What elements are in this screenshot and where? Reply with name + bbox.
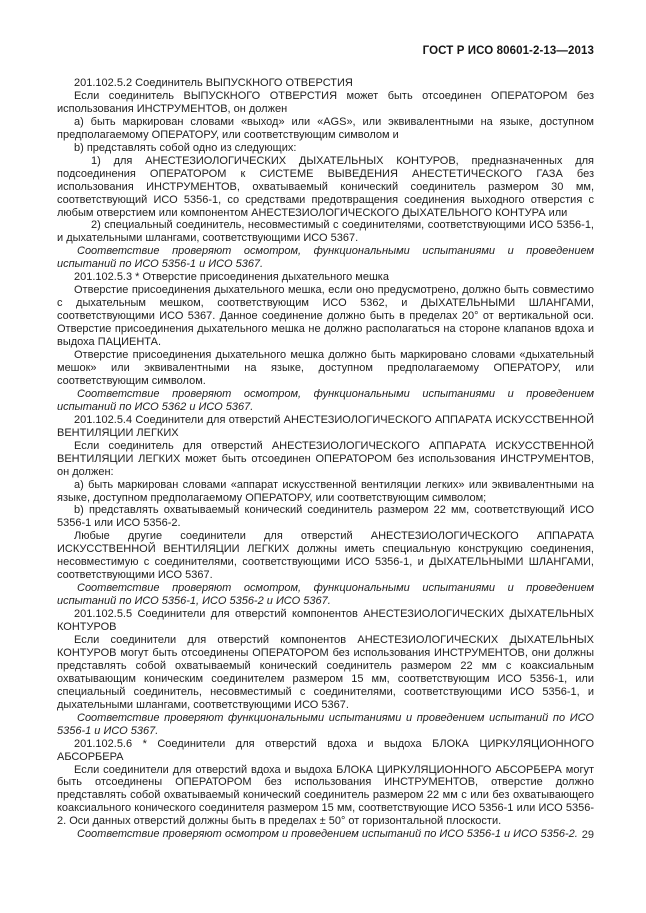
list-item-paragraph: 1) для АНЕСТЕЗИОЛОГИЧЕСКИХ ДЫХАТЕЛЬНЫХ КОНТУРОВ, предназначенных для подсоединения ОПЕРАТОРОМ к СИСТЕМЕ ВЫВЕДЕНИЯ АНЕСТЕТИЧЕСКОГО ГАЗА без использования ИНСТРУМЕНТОВ, охватываемый конический соединитель размером 30 мм, соответствующий ИСО 5356-1, со средствами предотвращения соединения выходного отверстия с любым отверстием или компонентом АНЕСТЕЗИОЛОГИЧЕСКОГО ДЫХАТЕЛЬНОГО КОНТУРА или	[57, 154, 594, 219]
paragraph: Если соединитель ВЫПУСКНОГО ОТВЕРСТИЯ может быть отсоединен ОПЕРАТОРОМ без использования ИНСТРУМЕНТОВ, он должен	[57, 89, 594, 115]
section-heading: 201.102.5.6 * Соединители для отверстий вдоха и выдоха БЛОКА ЦИРКУЛЯЦИОННОГО АБСОРБЕРА	[57, 737, 594, 763]
paragraph: a) быть маркирован словами «аппарат искусственной вентиляции легких» или эквивалентными на языке, доступном предполагаемому ОПЕРАТОРУ, или соответствующим символом;	[57, 478, 594, 504]
paragraph: b) представлять охватываемый конический соединитель размером 22 мм, соответствующий ИСО 5356-1 или ИСО 5356-2.	[57, 504, 594, 530]
compliance-statement: Соответствие проверяют осмотром, функциональными испытаниями и проведением испытаний по ИСО 5356-1, ИСО 5356-2 и ИСО 5367.	[57, 582, 594, 608]
section-heading: 201.102.5.5 Соединители для отверстий компонентов АНЕСТЕЗИОЛОГИЧЕСКИХ ДЫХАТЕЛЬНЫХ КОНТУРОВ	[57, 608, 594, 634]
compliance-statement: Соответствие проверяют осмотром, функциональными испытаниями и проведением испытаний по ИСО 5356-1 и ИСО 5367.	[57, 245, 594, 271]
section-heading: 201.102.5.2 Соединитель ВЫПУСКНОГО ОТВЕРСТИЯ	[74, 77, 353, 89]
page-number: 29	[581, 829, 594, 841]
paragraph: Любые другие соединители для отверстий АНЕСТЕЗИОЛОГИЧЕСКОГО АППАРАТА ИСКУССТВЕННОЙ ВЕНТИЛЯЦИИ ЛЕГКИХ должны иметь специальную конструкцию соединения, несовместимую с соединителями, соответствующими ИСО 5356-1, и ДЫХАТЕЛЬНЫМИ ШЛАНГАМИ, соответствующими ИСО 5367.	[57, 530, 594, 582]
paragraph: Если соединители для отверстий компонентов АНЕСТЕЗИОЛОГИЧЕСКИХ ДЫХАТЕЛЬНЫХ КОНТУРОВ могут быть отсоединены ОПЕРАТОРОМ без использования ИНСТРУМЕНТОВ, они должны представлять собой охватываемый конический соединитель размером 22 мм с коаксиальным охватывающим коническим соединителем размером 15 мм, соответствующим ИСО 5356-1, или специальный соединитель, несовместимый с соединителями, соответствующими ИСО 5356-1, и дыхательными шлангами, соответствующими ИСО 5367.	[57, 633, 594, 711]
paragraph: Отверстие присоединения дыхательного мешка, если оно предусмотрено, должно быть совместимо с дыхательным мешком, соответствующим ИСО 5362, и ДЫХАТЕЛЬНЫМИ ШЛАНГАМИ, соответствующими ИСО 5367. Данное соединение должно быть в пределах 20° от вертикальной оси. Отверстие присоединения дыхательного мешка не должно располагаться на стороне клапанов вдоха и выдоха ПАЦИЕНТА.	[57, 284, 594, 349]
list-item-paragraph: 2) специальный соединитель, несовместимый с соединителями, соответствующими ИСО 5356-1, и дыхательными шлангами, соответствующими ИСО 5367.	[57, 219, 594, 245]
compliance-statement: Соответствие проверяют осмотром, функциональными испытаниями и проведением испытаний по ИСО 5362 и ИСО 5367.	[57, 387, 594, 413]
paragraph: b) представлять собой одно из следующих:	[74, 141, 297, 154]
document-header-standard-number: ГОСТ Р ИСО 80601-2-13—2013	[422, 45, 594, 57]
section-heading: 201.102.5.3 * Отверстие присоединения дыхательного мешка	[74, 271, 389, 284]
compliance-statement: Соответствие проверяют функциональными испытаниями и проведением испытаний по ИСО 5356-1 и ИСО 5367.	[57, 711, 594, 737]
paragraph: a) быть маркирован словами «выход» или «AGS», или эквивалентными на языке, доступном предполагаемому ОПЕРАТОРУ, или соответствующим символом и	[57, 115, 594, 141]
document-body	[57, 77, 594, 841]
compliance-statement: Соответствие проверяют осмотром и проведением испытаний по ИСО 5356-1 и ИСО 5356-2.	[77, 828, 578, 841]
paragraph: Отверстие присоединения дыхательного мешка должно быть маркировано словами «дыхательный мешок» или эквивалентными на языке, доступном предполагаемому ОПЕРАТОРУ, или соответствующим символом.	[57, 349, 594, 387]
paragraph: Если соединитель для отверстий АНЕСТЕЗИОЛОГИЧЕСКОГО АППАРАТА ИСКУССТВЕННОЙ ВЕНТИЛЯЦИИ ЛЕГКИХ может быть отсоединен ОПЕРАТОРОМ без использования ИНСТРУМЕНТОВ, он должен:	[57, 439, 594, 478]
paragraph: Если соединители для отверстий вдоха и выдоха БЛОКА ЦИРКУЛЯЦИОННОГО АБСОРБЕРА могут быть отсоединены ОПЕРАТОРОМ без использования ИНСТРУМЕНТОВ, отверстие должно представлять собой охватываемый конический соединитель размером 22 мм с или без охватывающего коаксиального конического соединителя размером 15 мм, соответствующие ИСО 5356-1 или ИСО 5356-2. Оси данных отверстий должны быть в пределах ± 50° от горизонтальной плоскости.	[57, 763, 594, 828]
section-heading: 201.102.5.4 Соединители для отверстий АНЕСТЕЗИОЛОГИЧЕСКОГО АППАРАТА ИСКУССТВЕННОЙ ВЕНТИЛЯЦИИ ЛЕГКИХ	[57, 413, 594, 439]
